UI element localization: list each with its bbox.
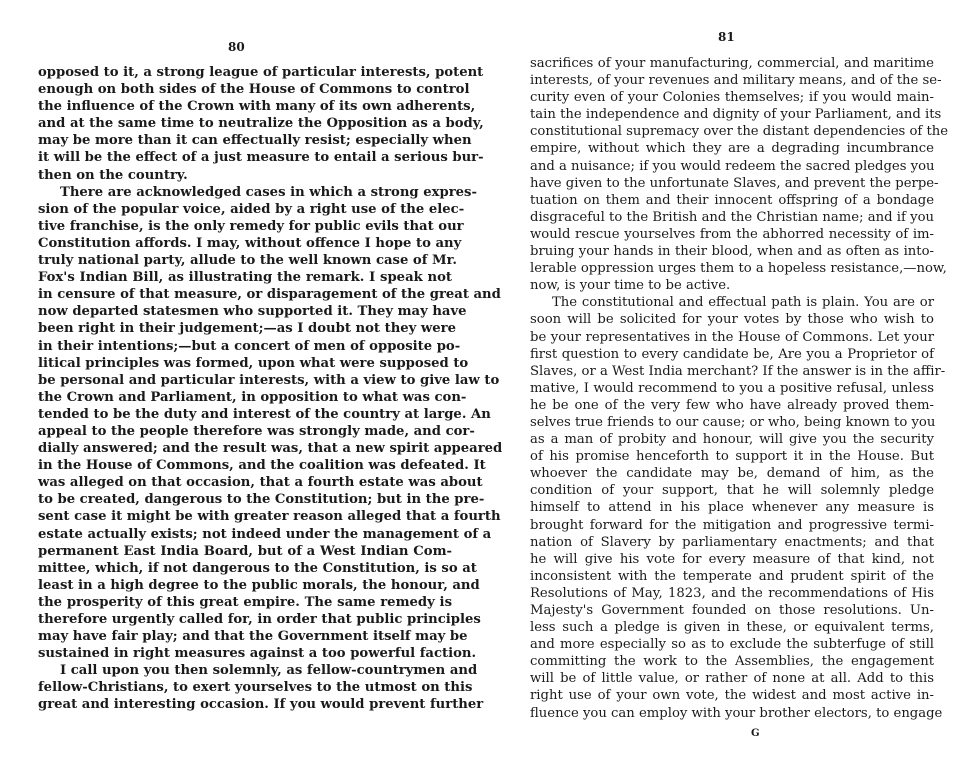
text-line: disgraceful to the British and the Christian name; and if you: [530, 209, 934, 225]
text-line: in censure of that measure, or disparagement of the great and: [38, 287, 501, 303]
text-line: brought forward for the mitigation and progressive termi-: [530, 517, 934, 533]
text-line: selves true friends to our cause; or who, being known to you: [530, 414, 936, 430]
text-line: of his promise henceforth to support it in the House. But: [530, 449, 934, 465]
signature-mark: G: [751, 728, 760, 739]
text-line: bruing your hands in their blood, when and as often as into-: [530, 244, 934, 260]
text-line: will be of little value, or rather of none at all. Add to this: [530, 671, 934, 687]
text-line: estate actually exists; not indeed under the management of a: [38, 526, 492, 542]
text-line: opposed to it, a strong league of particular interests, potent: [38, 65, 484, 80]
text-line: in their intentions;—but a concert of men of opposite po-: [38, 338, 461, 354]
text-line: Constitution affords. I may, without offence I hope to any: [38, 235, 462, 251]
text-line: the Crown and Parliament, in opposition to what was con-: [38, 389, 467, 405]
page-number: 81: [718, 30, 735, 44]
text-line: condition of your support, that he will solemnly pledge: [530, 483, 934, 499]
text-line: soon will be solicited for your votes by those who wish to: [530, 312, 934, 328]
text-line: mative, I would recommend to you a positive refusal, unless: [530, 380, 934, 396]
text-line: dially answered; and the result was, that a new spirit appeared: [38, 441, 503, 457]
text-line: I call upon you then solemnly, as fellow-countrymen and: [60, 663, 478, 679]
text-line: fluence you can employ with your brother electors, to engage: [530, 705, 943, 721]
text-line: committing the work to the Assemblies, the engagement: [530, 654, 934, 670]
text-line: interests, of your revenues and military means, and of the se-: [530, 73, 942, 89]
page-number: 80: [228, 40, 245, 54]
text-line: the influence of the Crown with many of its own adherents,: [38, 99, 476, 115]
text-line: be personal and particular interests, with a view to give law to: [38, 372, 500, 388]
text-line: would rescue yourselves from the abhorred necessity of im-: [530, 226, 934, 242]
text-line: himself to attend in his place whenever any measure is: [530, 500, 934, 516]
text-line: sustained in right measures against a too powerful faction.: [38, 646, 477, 662]
text-line: mittee, which, if not dangerous to the Constitution, is so at: [38, 560, 477, 576]
text-line: empire, without which they are a degrading incumbrance: [530, 141, 934, 157]
page-text: [38, 64, 503, 714]
text-line: therefore urgently called for, in order that public principles: [38, 612, 481, 627]
text-line: and at the same time to neutralize the Opposition as a body,: [38, 116, 484, 132]
text-line: and more especially so as to exclude the subterfuge of still: [530, 637, 934, 653]
page-text: [530, 55, 949, 722]
text-line: it will be the effect of a just measure to entail a serious bur-: [38, 150, 484, 166]
text-line: truly national party, allude to the well known case of Mr.: [38, 253, 457, 269]
text-line: to be created, dangerous to the Constitution; but in the pre-: [38, 492, 485, 508]
text-line: tain the independence and dignity of your Parliament, and its: [530, 107, 942, 123]
text-line: great and interesting occasion. If you would prevent further: [38, 697, 484, 713]
text-line: Fox's Indian Bill, as illustrating the remark. I speak not: [38, 270, 452, 286]
text-line: fellow-Christians, to exert yourselves to the utmost on this: [38, 680, 473, 696]
text-line: whoever the candidate may be, demand of him, as the: [530, 466, 934, 482]
right-page: [490, 0, 980, 766]
text-line: he be one of the very few who have already proved them-: [530, 397, 934, 413]
text-line: sion of the popular voice, aided by a right use of the elec-: [38, 201, 465, 217]
text-line: right use of your own vote, the widest and most active in-: [530, 688, 934, 704]
text-line: may have fair play; and that the Government itself may be: [38, 629, 468, 645]
text-line: There are acknowledged cases in which a strong expres-: [60, 184, 477, 200]
text-line: litical principles was formed, upon what were supposed to: [38, 355, 469, 371]
text-line: been right in their judgement;—as I doubt not they were: [38, 321, 457, 337]
text-line: tive franchise, is the only remedy for public evils that our: [38, 218, 464, 234]
text-line: Resolutions of May, 1823, and the recommendations of His: [530, 585, 934, 601]
text-line: Slaves, or a West India merchant? If the answer is in the affir-: [530, 363, 946, 379]
text-line: and a nuisance; if you would redeem the sacred pledges you: [530, 158, 935, 174]
text-line: in the House of Commons, and the coalition was defeated. It: [38, 458, 486, 474]
text-line: tended to be the duty and interest of the country at large. An: [38, 406, 491, 422]
text-line: first question to every candidate be, Are you a Proprietor of: [530, 346, 934, 362]
text-line: now departed statesmen who supported it. They may have: [38, 304, 467, 320]
text-line: lerable oppression urges them to a hopeless resistance,—now,: [530, 261, 947, 277]
text-line: tuation on them and their innocent offspring of a bondage: [530, 192, 934, 208]
text-line: less such a pledge is given in these, or equivalent terms,: [530, 620, 934, 636]
text-line: constitutional supremacy over the distant dependencies of the: [530, 124, 949, 140]
text-line: curity even of your Colonies themselves; if you would main-: [530, 90, 934, 106]
text-line: Majesty's Government founded on those resolutions. Un-: [530, 603, 934, 618]
text-line: now, is your time to be active.: [530, 278, 731, 294]
text-line: the prosperity of this great empire. The same remedy is: [38, 594, 452, 610]
text-line: The constitutional and effectual path is plain. You are or: [552, 295, 934, 311]
text-line: least in a high degree to the public morals, the honour, and: [38, 577, 480, 593]
text-line: may be more than it can effectually resist; especially when: [38, 133, 472, 149]
text-line: inconsistent with the temperate and prudent spirit of the: [530, 568, 934, 584]
text-line: nation of Slavery by parliamentary enactments; and that: [530, 534, 934, 550]
text-line: he will give his vote for every measure of that kind, not: [530, 551, 934, 567]
text-line: be your representatives in the House of Commons. Let your: [530, 329, 934, 345]
text-line: then on the country.: [38, 167, 188, 183]
text-line: as a man of probity and honour, will give you the security: [530, 432, 934, 448]
text-line: was alleged on that occasion, that a fourth estate was about: [38, 475, 483, 491]
text-line: sent case it might be with greater reason alleged that a fourth: [38, 509, 501, 525]
text-line: enough on both sides of the House of Commons to control: [38, 82, 470, 98]
text-line: have given to the unfortunate Slaves, and prevent the perpe-: [530, 175, 939, 191]
text-line: permanent East India Board, but of a West Indian Com-: [38, 543, 452, 559]
text-line: sacrifices of your manufacturing, commercial, and maritime: [530, 56, 934, 71]
text-line: appeal to the people therefore was strongly made, and cor-: [38, 423, 475, 439]
